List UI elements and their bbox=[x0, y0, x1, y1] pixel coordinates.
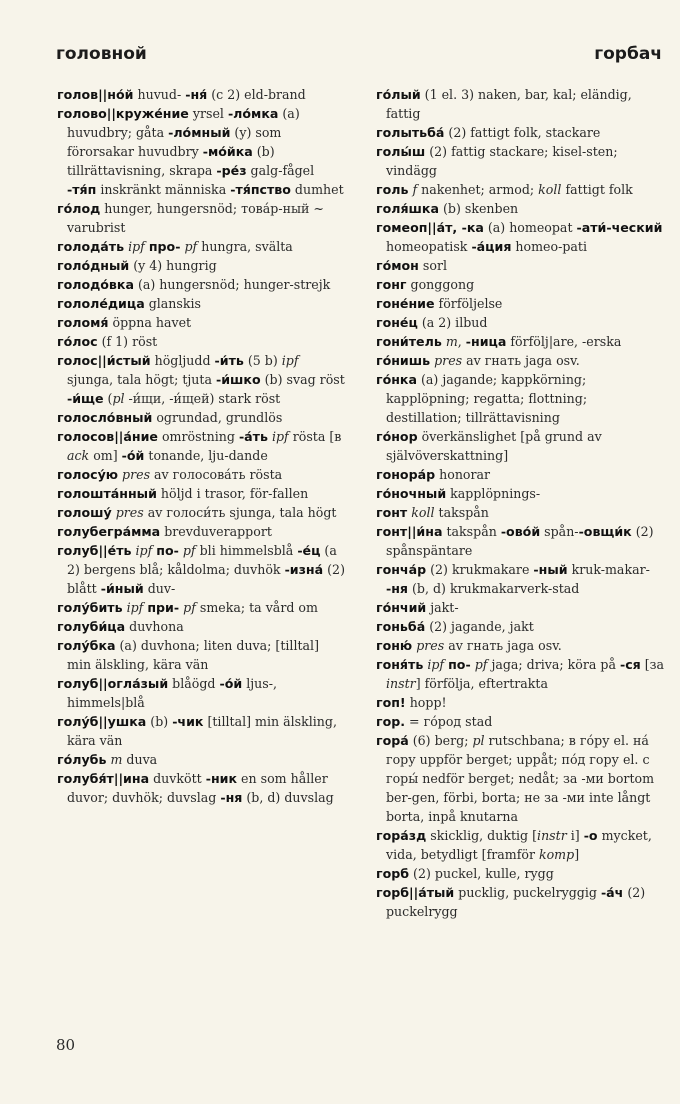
right-column bbox=[376, 85, 666, 921]
definition-text: omröstning bbox=[157, 429, 239, 444]
grammar-label: ipf bbox=[128, 239, 145, 254]
definition-text: ] bbox=[574, 847, 580, 862]
definition-text: (6) berg; bbox=[408, 733, 473, 748]
definition-text: -и́щи, -и́щей) stark röst bbox=[124, 391, 281, 406]
definition-text: blåögd bbox=[168, 676, 220, 691]
definition-text: av голоси́ть sjunga, tala högt bbox=[143, 505, 337, 520]
grammar-label: pf bbox=[474, 657, 488, 672]
definition-text: duvhona bbox=[125, 619, 184, 634]
definition-text: av голосова́ть rösta bbox=[150, 467, 283, 482]
grammar-label: pres bbox=[434, 353, 463, 368]
dictionary-entry bbox=[57, 313, 347, 332]
headword: голосло́вный bbox=[57, 410, 153, 425]
headword: гомеоп||а́т, -ка bbox=[376, 220, 484, 235]
headword: -а́ция bbox=[471, 239, 512, 254]
grammar-label: pl bbox=[472, 733, 485, 748]
definition-text: (2) fattigt folk, stackare bbox=[444, 125, 601, 140]
headword: -а́ть bbox=[238, 429, 268, 444]
definition-text: = го́род stad bbox=[405, 714, 493, 729]
headword: -ре́з bbox=[216, 163, 247, 178]
grammar-label: ipf bbox=[126, 600, 144, 615]
dictionary-entry bbox=[376, 712, 666, 731]
headword: гоп! bbox=[376, 695, 406, 710]
definition-text: (2) jagande, jakt bbox=[425, 619, 534, 634]
dictionary-entry bbox=[57, 85, 347, 104]
definition-text: hunger, hungersnöd; това́р-ный ~ varubrist bbox=[67, 201, 324, 235]
headword: гоньба́ bbox=[376, 619, 426, 634]
definition-text: (b) svag röst bbox=[260, 372, 345, 387]
headword: го́нишь bbox=[376, 353, 431, 368]
dictionary-entry bbox=[376, 332, 666, 351]
definition-text: om] bbox=[89, 448, 122, 463]
definition-text: förfölj|are, -erska bbox=[506, 334, 622, 349]
definition-text: ( bbox=[103, 391, 113, 406]
definition-text: homeo-pati bbox=[511, 239, 588, 254]
headword: голуб||огла́зый bbox=[57, 676, 169, 691]
headword: гоне́ние bbox=[376, 296, 435, 311]
headword: голодо́вка bbox=[57, 277, 134, 292]
headword: -и́ный bbox=[100, 581, 144, 596]
headword: -ати́-ческий bbox=[576, 220, 663, 235]
dictionary-entry bbox=[57, 408, 347, 427]
headword: го́лос bbox=[57, 334, 98, 349]
definition-text: skicklig, duktig [ bbox=[426, 828, 538, 843]
dictionary-entry bbox=[376, 484, 666, 503]
dictionary-entry bbox=[376, 123, 666, 142]
definition-text: (y) som förorsakar huvudbry bbox=[67, 125, 282, 159]
headword: голуб||е́ть bbox=[57, 543, 132, 558]
dictionary-entry bbox=[376, 142, 666, 180]
dictionary-entry bbox=[376, 617, 666, 636]
headword: гора́ bbox=[376, 733, 409, 748]
headword: голосу́ю bbox=[57, 467, 119, 482]
dictionary-entry bbox=[376, 85, 666, 123]
headword: гор. bbox=[376, 714, 406, 729]
definition-text: tonande, lju-dande bbox=[144, 448, 268, 463]
definition-text: yrsel bbox=[188, 106, 228, 121]
grammar-label: ipf bbox=[271, 429, 289, 444]
definition-text: glanskis bbox=[144, 296, 201, 311]
definition-text: (b) bbox=[146, 714, 173, 729]
dictionary-entry bbox=[57, 199, 347, 237]
dictionary-entry bbox=[57, 617, 347, 636]
headword: гонора́р bbox=[376, 467, 436, 482]
dictionary-entry bbox=[57, 750, 347, 769]
grammar-label: ack bbox=[67, 448, 90, 463]
headword: по- bbox=[448, 657, 471, 672]
headword: -о́й bbox=[219, 676, 243, 691]
definition-text: (y 4) hungrig bbox=[129, 258, 217, 273]
grammar-label: pf bbox=[183, 600, 196, 615]
definition-text: galg-fågel bbox=[246, 163, 315, 178]
definition-text: huvud- bbox=[133, 87, 186, 102]
headword: -ово́й bbox=[500, 524, 541, 539]
headword: го́нчий bbox=[376, 600, 427, 615]
dictionary-entry bbox=[376, 351, 666, 370]
headword: -и́ть bbox=[214, 353, 244, 368]
dictionary-entry bbox=[376, 731, 666, 826]
dictionary-entry bbox=[57, 332, 347, 351]
definition-text: (a) homeopat bbox=[483, 220, 577, 235]
definition-text: hopp! bbox=[405, 695, 447, 710]
headword: -тя́пство bbox=[230, 182, 291, 197]
grammar-label: ipf bbox=[135, 543, 153, 558]
definition-text: kruk-makar- bbox=[567, 562, 650, 577]
dictionary-entry bbox=[57, 674, 347, 712]
definition-text: mycket, vida, betydligt [framför bbox=[386, 828, 652, 862]
definition-text: (2) blått bbox=[67, 562, 345, 596]
dictionary-entry bbox=[376, 826, 666, 864]
headword: голы́ш bbox=[376, 144, 426, 159]
definition-text: nakenhet; armod; bbox=[417, 182, 539, 197]
definition-text: förföljelse bbox=[434, 296, 503, 311]
definition-text: bli himmelsblå bbox=[195, 543, 298, 558]
dictionary-entry bbox=[376, 560, 666, 598]
headword: голов||но́й bbox=[57, 87, 134, 102]
dictionary-entry bbox=[57, 769, 347, 807]
dictionary-entry bbox=[57, 522, 347, 541]
grammar-label: pres bbox=[115, 505, 144, 520]
headword: -е́ц bbox=[297, 543, 321, 558]
headword: -ня bbox=[220, 790, 243, 805]
definition-text: ljus-, himmels|blå bbox=[67, 676, 277, 710]
dictionary-entry bbox=[376, 180, 666, 199]
headword: гонча́р bbox=[376, 562, 427, 577]
definition-text: (c 2) eld-brand bbox=[207, 87, 306, 102]
headword: -мо́йка bbox=[202, 144, 253, 159]
headword: го́лый bbox=[376, 87, 421, 102]
dictionary-entry bbox=[376, 370, 666, 427]
definition-text: ogrundad, grundlös bbox=[152, 410, 283, 425]
definition-text: jakt- bbox=[426, 600, 459, 615]
headword: -ся bbox=[619, 657, 641, 672]
definition-text: (a) huvudbry; gåta bbox=[67, 106, 300, 140]
headword: гоню́ bbox=[376, 638, 413, 653]
grammar-label: pres bbox=[122, 467, 151, 482]
definition-text: (2) krukmakare bbox=[426, 562, 534, 577]
dictionary-entry bbox=[57, 636, 347, 674]
headword: голубегра́мма bbox=[57, 524, 161, 539]
dictionary-entry bbox=[57, 104, 347, 199]
headword: гонт||и́на bbox=[376, 524, 443, 539]
definition-text: spån- bbox=[540, 524, 579, 539]
dictionary-entry bbox=[376, 294, 666, 313]
definition-text: (b) tillrättavisning, skrapa bbox=[67, 144, 275, 178]
headword: -ло́мный bbox=[168, 125, 231, 140]
definition-text: (2) spånspäntare bbox=[386, 524, 654, 558]
definition-text: kapplöpnings- bbox=[446, 486, 541, 501]
definition-text: (b) skenben bbox=[438, 201, 519, 216]
grammar-label: pres bbox=[416, 638, 445, 653]
grammar-label: m bbox=[110, 752, 123, 767]
definition-text: (a) hungersnöd; hunger-strejk bbox=[133, 277, 331, 292]
headword: горб bbox=[376, 866, 410, 881]
headword: -тя́п bbox=[67, 182, 97, 197]
headword: гоня́ть bbox=[376, 657, 424, 672]
dictionary-entry bbox=[376, 693, 666, 712]
definition-text: av гнать jaga osv. bbox=[462, 353, 580, 368]
headword: -и́шко bbox=[216, 372, 261, 387]
headword: голубя́т||ина bbox=[57, 771, 150, 786]
headword: -и́ще bbox=[67, 391, 104, 406]
headword: го́лод bbox=[57, 201, 101, 216]
definition-text: (a) jagande; kappkörning; kapplöpning; regatta; flottning; destillation; tillrättavisning bbox=[386, 372, 588, 425]
grammar-label: koll bbox=[411, 505, 435, 520]
dictionary-entry bbox=[376, 636, 666, 655]
definition-text: duva bbox=[122, 752, 158, 767]
dictionary-entry bbox=[57, 465, 347, 484]
definition-text: höljd i trasor, för-fallen bbox=[156, 486, 309, 501]
headword: -о bbox=[583, 828, 598, 843]
definition-text: rutschbana; в го́ру el. на́ гору uppför berget; uppåt; по́д гору el. с горы́ nedför berget; nedåt; за -ми bortom ber-gen, förbi, borta; не за -ми inte långt borta, inpå knutarna bbox=[386, 733, 655, 824]
dictionary-entry bbox=[57, 294, 347, 313]
dictionary-entry bbox=[57, 351, 347, 408]
definition-text: sjunga, tala högt; tjuta bbox=[67, 372, 216, 387]
definition-text: pucklig, puckelryggig bbox=[454, 885, 601, 900]
definition-text: jaga; driva; köra på bbox=[487, 657, 620, 672]
grammar-label: f bbox=[412, 182, 418, 197]
definition-text: (2) puckel, kulle, rygg bbox=[409, 866, 554, 881]
headword: го́мон bbox=[376, 258, 419, 273]
definition-text: (5 b) bbox=[243, 353, 282, 368]
headword: го́нор bbox=[376, 429, 418, 444]
definition-text: honorar bbox=[435, 467, 491, 482]
headword: -ло́мка bbox=[227, 106, 279, 121]
headword: гоне́ц bbox=[376, 315, 418, 330]
definition-text: inskränkt människa bbox=[96, 182, 231, 197]
headword: голосов||а́ние bbox=[57, 429, 158, 444]
definition-text: (b, d) duvslag bbox=[242, 790, 334, 805]
dictionary-entry bbox=[57, 503, 347, 522]
headword: голуби́ца bbox=[57, 619, 126, 634]
headword: голытьба́ bbox=[376, 125, 445, 140]
grammar-label: pf bbox=[182, 543, 196, 558]
left-column bbox=[57, 85, 347, 807]
dictionary-entry bbox=[57, 598, 347, 617]
definition-text: (1 el. 3) naken, bar, kal; eländig, fattig bbox=[386, 87, 632, 121]
headword: го́нка bbox=[376, 372, 417, 387]
headword: голошу́ bbox=[57, 505, 112, 520]
grammar-label: ipf bbox=[281, 353, 299, 368]
definition-text: (2) puckelrygg bbox=[386, 885, 646, 919]
dictionary-entry bbox=[376, 218, 666, 256]
headword: голово||круже́ние bbox=[57, 106, 189, 121]
headword: голу́б||ушка bbox=[57, 714, 147, 729]
running-head-left: головной bbox=[56, 44, 147, 64]
dictionary-entry bbox=[57, 427, 347, 465]
dictionary-entry bbox=[376, 199, 666, 218]
dictionary-entry bbox=[376, 465, 666, 484]
grammar-label: komp bbox=[538, 847, 575, 862]
definition-text: en som håller duvor; duvhök; duvslag bbox=[67, 771, 328, 805]
definition-text: sorl bbox=[418, 258, 447, 273]
headword: -изна́ bbox=[284, 562, 324, 577]
grammar-label: instr bbox=[537, 828, 567, 843]
headword: гололе́дица bbox=[57, 296, 145, 311]
dictionary-entry bbox=[376, 503, 666, 522]
definition-text: duvkött bbox=[149, 771, 206, 786]
dictionary-entry bbox=[57, 275, 347, 294]
headword: голомя́ bbox=[57, 315, 109, 330]
definition-text: högljudd bbox=[150, 353, 215, 368]
headword: голо́дный bbox=[57, 258, 130, 273]
headword: горб||а́тый bbox=[376, 885, 455, 900]
dictionary-entry bbox=[57, 237, 347, 256]
definition-text: brevduverapport bbox=[160, 524, 272, 539]
headword: -овщи́к bbox=[578, 524, 632, 539]
grammar-label: m bbox=[445, 334, 458, 349]
grammar-label: pf bbox=[184, 239, 198, 254]
headword: голя́шка bbox=[376, 201, 439, 216]
definition-text: av гнать jaga osv. bbox=[444, 638, 562, 653]
headword: голода́ть bbox=[57, 239, 125, 254]
headword: го́лубь bbox=[57, 752, 107, 767]
definition-text: (b, d) krukmakarverk-stad bbox=[408, 581, 580, 596]
headword: голу́бить bbox=[57, 600, 123, 615]
definition-text: rösta [в bbox=[288, 429, 342, 444]
grammar-label: koll bbox=[538, 182, 562, 197]
grammar-label: pl bbox=[112, 391, 125, 406]
definition-text: (a) duvhona; liten duva; [tilltal] min älskling, kära vän bbox=[67, 638, 319, 672]
definition-text: duv- bbox=[143, 581, 176, 596]
dictionary-entry bbox=[376, 313, 666, 332]
running-head-right: горбач bbox=[594, 44, 662, 64]
headword: -чик bbox=[172, 714, 204, 729]
headword: -а́ч bbox=[600, 885, 624, 900]
grammar-label: ipf bbox=[427, 657, 445, 672]
definition-text: öppna havet bbox=[108, 315, 192, 330]
dictionary-entry bbox=[57, 484, 347, 503]
definition-text: , bbox=[457, 334, 466, 349]
grammar-label: instr bbox=[386, 676, 416, 691]
definition-text: ] förfölja, eftertrakta bbox=[415, 676, 548, 691]
dictionary-entry bbox=[376, 655, 666, 693]
dictionary-entry bbox=[57, 712, 347, 750]
headword: гора́зд bbox=[376, 828, 427, 843]
definition-text: (a 2) ilbud bbox=[417, 315, 488, 330]
definition-text: [tilltal] min älskling, kära vän bbox=[67, 714, 337, 748]
headword: гонг bbox=[376, 277, 407, 292]
page-number: 80 bbox=[56, 1036, 76, 1054]
definition-text: smeka; ta vård om bbox=[195, 600, 318, 615]
dictionary-entry bbox=[376, 256, 666, 275]
definition-text: (2) fattig stackare; kisel-sten; vindägg bbox=[386, 144, 618, 178]
headword: -ница bbox=[465, 334, 507, 349]
definition-text: fattigt folk bbox=[561, 182, 633, 197]
headword: гонт bbox=[376, 505, 408, 520]
headword: голь bbox=[376, 182, 409, 197]
definition-text: dumhet bbox=[290, 182, 344, 197]
headword: по- bbox=[156, 543, 179, 558]
headword: -ник bbox=[205, 771, 238, 786]
dictionary-entry bbox=[376, 598, 666, 617]
dictionary-entry bbox=[376, 864, 666, 883]
headword: -о́й bbox=[121, 448, 145, 463]
definition-text: i] bbox=[566, 828, 584, 843]
definition-text: [за bbox=[640, 657, 665, 672]
headword: -ный bbox=[533, 562, 568, 577]
definition-text: gonggong bbox=[406, 277, 475, 292]
dictionary-entry bbox=[376, 522, 666, 560]
dictionary-entry bbox=[57, 541, 347, 598]
dictionary-entry bbox=[376, 883, 666, 921]
headword: го́ночный bbox=[376, 486, 447, 501]
headword: про- bbox=[148, 239, 181, 254]
dictionary-entry bbox=[376, 275, 666, 294]
definition-text: hungra, svälta bbox=[197, 239, 293, 254]
definition-text: takspån bbox=[434, 505, 489, 520]
headword: -ня́ bbox=[185, 87, 208, 102]
definition-text: takspån bbox=[442, 524, 501, 539]
headword: голу́бка bbox=[57, 638, 116, 653]
definition-text: homeopatisk bbox=[386, 239, 472, 254]
definition-text: överkänslighet [på grund av självöverskattning] bbox=[386, 429, 602, 463]
headword: -ня bbox=[386, 581, 409, 596]
headword: голос||и́стый bbox=[57, 353, 151, 368]
headword: при- bbox=[147, 600, 180, 615]
headword: гони́тель bbox=[376, 334, 442, 349]
definition-text: (a 2) bergens blå; kåldolma; duvhök bbox=[67, 543, 337, 577]
headword: голошта́нный bbox=[57, 486, 157, 501]
dictionary-entry bbox=[376, 427, 666, 465]
dictionary-entry bbox=[57, 256, 347, 275]
definition-text: (f 1) röst bbox=[97, 334, 158, 349]
